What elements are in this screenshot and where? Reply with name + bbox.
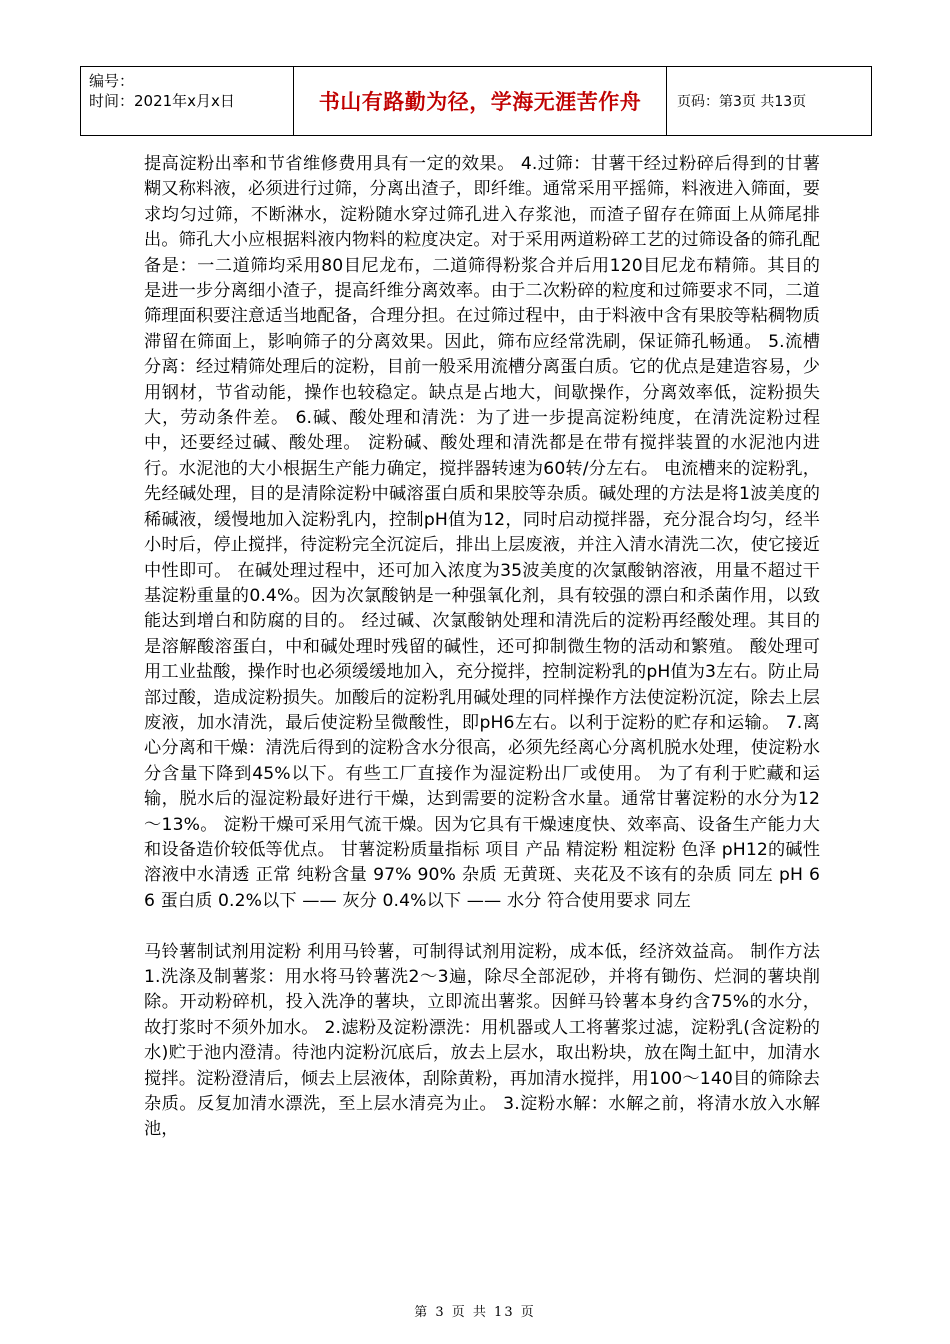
body-paragraph: 提高淀粉出率和节省维修费用具有一定的效果。 4.过筛：甘薯干经过粉碎后得到的甘薯糊又称料液，必须进行过筛，分离出渣子，即纤维。通常采用平摇筛，料液进入筛面，要求均匀过筛，不断淋水，淀粉随水穿过筛孔进入存浆池，而渣子留存在筛面上从筛尾排出。筛孔大小应根据料液内物料的粒度决定。对于采用两道粉碎工艺的过筛设备的筛孔配备是：一二道筛均采用80目尼龙布，二道筛得粉浆合并后用120目尼龙布精筛。其目的是进一步分离细小渣子，提高纤维分离效率。由于二次粉碎的粒度和过筛要求不同，二道筛理面积要注意适当地配备，合理分担。在过筛过程中，由于料液中含有果胶等粘稠物质滞留在筛面上，影响筛子的分离效果。因此，筛布应经常洗刷，保证筛孔畅通。 5.流槽分离：经过精筛处理后的淀粉，目前一般采用流槽分离蛋白质。它的优点是建造容易，少用钢材，节省动能，操作也较稳定。缺点是占地大，间歇操作，分离效率低，淀粉损失大，劳动条件差。 6.碱、酸处理和清洗：为了进一步提高淀粉纯度，在清洗淀粉过程中，还要经过碱、酸处理。 淀粉碱、酸处理和清洗都是在带有搅拌装置的水泥池内进行。水泥池的大小根据生产能力确定，搅拌器转速为60转/分左右。 电流槽来的淀粉乳，先经碱处理，目的是清除淀粉中碱溶蛋白质和果胶等杂质。碱处理的方法是将1波美度的稀碱液，缓慢地加入淀粉乳内，控制pH值为12，同时启动搅拌器，充分混合均匀，经半小时后，停止搅拌，待淀粉完全沉淀后，排出上层废液，并注入清水清洗二次，使它接近中性即可。 在碱处理过程中，还可加入浓度为35波美度的次氯酸钠溶液，用量不超过干基淀粉重量的0.4%。因为次氯酸钠是一种强氧化剂，具有较强的漂白和杀菌作用，以致能达到增白和防腐的目的。 经过碱、次氯酸钠处理和清洗后的淀粉再经酸处理。其目的是溶解酸溶蛋白，中和碱处理时残留的碱性，还可抑制微生物的活动和繁殖。 酸处理可用工业盐酸，操作时也必须缓缓地加入，充分搅拌，控制淀粉乳的pH值为3左右。防止局部过酸，造成淀粉损失。加酸后的淀粉乳用碱处理的同样操作方法使淀粉沉淀，除去上层废液，加水清洗，最后使淀粉呈微酸性，即pH6左右。以利于淀粉的贮存和运输。 7.离心分离和干燥：清洗后得到的淀粉含水分很高，必须先经离心分离机脱水处理，使淀粉水分含量下降到45%以下。有些工厂直接作为湿淀粉出厂或使用。 为了有利于贮藏和运输，脱水后的湿淀粉最好进行干燥，达到需要的淀粉含水量。通常甘薯淀粉的水分为12～13%。 淀粉干燥可采用气流干燥。因为它具有干燥速度快、效率高、设备生产能力大和设备造价较低等优点。 甘薯淀粉质量指标 项目 产品 精淀粉 粗淀粉 色泽 pH12的碱性溶液中水清透 正常 纯粉含量 97% 90% 杂质 无黄斑、夹花及不该有的杂质 同左 pH 6 6 蛋白质 0.2%以下 —— 灰分 0.4%以下 —— 水分 符合使用要求 同左	[144, 154, 820, 911]
page-header	[80, 66, 872, 136]
page-footer: 第 3 页 共 13 页	[414, 1305, 536, 1320]
header-page-info: 页码：第3页 共13页	[667, 67, 872, 136]
header-meta	[81, 67, 294, 136]
header-motto: 书山有路勤为径，学海无涯苦作舟	[318, 89, 642, 114]
header-motto-cell	[294, 67, 667, 136]
body-paragraph: 马铃薯制试剂用淀粉 利用马铃薯，可制得试剂用淀粉，成本低，经济效益高。 制作方法 1.洗涤及制薯浆：用水将马铃薯洗2～3遍，除尽全部泥砂，并将有锄伤、烂洞的薯块削除。开动粉碎机，投入洗净的薯块，立即流出薯浆。因鲜马铃薯本身约含75%的水分，故打浆时不须外加水。 2.滤粉及淀粉漂洗：用机器或人工将薯浆过滤，淀粉乳(含淀粉的水)贮于池内澄清。待池内淀粉沉底后，放去上层水，取出粉块，放在陶土缸中，加清水搅拌。淀粉澄清后，倾去上层液体，刮除黄粉，再加清水搅拌，用100～140目的筛除去杂质。反复加清水漂洗，至上层水清亮为止。 3.淀粉水解：水解之前，将清水放入水解池，	[144, 941, 820, 1140]
document-body	[144, 152, 820, 1143]
document-number-label: 编号：	[89, 72, 135, 90]
document-date: 时间：2021年x月x日	[89, 92, 235, 110]
